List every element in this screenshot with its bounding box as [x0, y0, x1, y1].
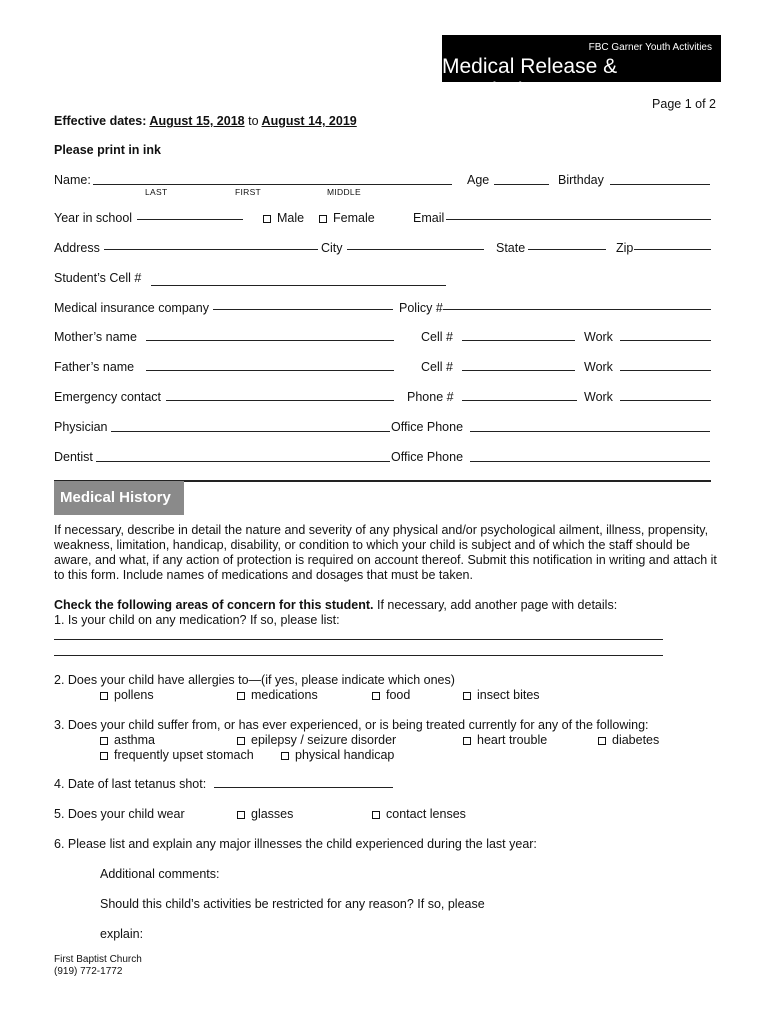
diabetes-label: diabetes — [612, 733, 660, 747]
age-field[interactable] — [494, 184, 549, 185]
mother-work-label: Work — [584, 330, 613, 344]
form-title: Medical Release & Permission — [442, 55, 618, 102]
effective-end: August 14, 2019 — [261, 114, 357, 128]
dentist-label: Dentist — [54, 450, 93, 464]
physical-handicap-option[interactable] — [281, 748, 394, 762]
mother-label: Mother’s name — [54, 330, 137, 344]
effective-start: August 15, 2018 — [149, 114, 245, 128]
father-cell-field[interactable] — [462, 370, 575, 371]
emergency-phone-label: Phone # — [407, 390, 454, 404]
email-label: Email — [413, 211, 445, 225]
emergency-work-field[interactable] — [620, 400, 711, 401]
epilepsy-label: epilepsy / seizure disorder — [251, 733, 397, 747]
mother-work-field[interactable] — [620, 340, 711, 341]
mother-cell-field[interactable] — [462, 340, 575, 341]
student-cell-label: Student’s Cell # — [54, 271, 142, 285]
last-sublabel: LAST — [145, 187, 168, 197]
father-work-field[interactable] — [620, 370, 711, 371]
male-checkbox[interactable] — [263, 215, 271, 223]
father-cell-label: Cell # — [421, 360, 453, 374]
contact-lenses-option[interactable] — [372, 807, 466, 821]
state-field[interactable] — [528, 249, 606, 250]
physician-office-label: Office Phone — [391, 420, 464, 434]
emergency-work-label: Work — [584, 390, 613, 404]
name-label: Name: — [54, 173, 91, 187]
year-in-school-field[interactable] — [137, 219, 243, 220]
first-sublabel: FIRST — [235, 187, 262, 197]
epilepsy-checkbox[interactable] — [237, 737, 245, 745]
male-option[interactable] — [263, 211, 304, 225]
physician-label: Physician — [54, 420, 108, 434]
mother-cell-label: Cell # — [421, 330, 453, 344]
check-areas-rest: If necessary, add another page with details: — [373, 598, 618, 612]
additional-comments-label: Additional comments: — [100, 867, 220, 881]
effective-label: Effective dates: — [54, 114, 147, 128]
policy-label: Policy # — [399, 301, 443, 315]
question-1: 1. Is your child on any medication? If so, please list: — [54, 613, 340, 627]
contact-lenses-checkbox[interactable] — [372, 811, 380, 819]
upset-stomach-label: frequently upset stomach — [114, 748, 254, 762]
father-field[interactable] — [146, 370, 394, 371]
zip-field[interactable] — [634, 249, 711, 250]
father-label: Father’s name — [54, 360, 135, 374]
question-3: 3. Does your child suffer from, or has ever experienced, or is being treated currently for any of the following: — [54, 718, 649, 732]
question-4: 4. Date of last tetanus shot: — [54, 777, 207, 791]
effective-dates — [54, 114, 357, 128]
allergy-food-label: food — [386, 688, 411, 702]
page-number: Page 1 of 2 — [652, 97, 716, 111]
dentist-field[interactable] — [96, 461, 390, 462]
allergy-food-checkbox[interactable] — [372, 692, 380, 700]
heart-trouble-checkbox[interactable] — [463, 737, 471, 745]
birthday-field[interactable] — [610, 184, 710, 185]
asthma-option[interactable] — [100, 733, 155, 747]
student-cell-field[interactable] — [151, 285, 446, 286]
allergy-insect-option[interactable] — [463, 688, 540, 702]
allergy-insect-label: insect bites — [477, 688, 540, 702]
heart-trouble-option[interactable] — [463, 733, 547, 747]
middle-sublabel: MIDDLE — [327, 187, 361, 197]
emergency-phone-field[interactable] — [462, 400, 577, 401]
female-checkbox[interactable] — [319, 215, 327, 223]
question-2: 2. Does your child have allergies to—(if yes, please indicate which ones) — [54, 673, 455, 687]
glasses-option[interactable] — [237, 807, 293, 821]
check-areas-bold: Check the following areas of concern for this student. — [54, 598, 374, 612]
contact-lenses-label: contact lenses — [386, 807, 466, 821]
diabetes-checkbox[interactable] — [598, 737, 606, 745]
header-banner — [442, 35, 721, 102]
tetanus-date-field[interactable] — [214, 787, 393, 788]
state-label: State — [496, 241, 526, 255]
allergy-food-option[interactable] — [372, 688, 410, 702]
dentist-office-label: Office Phone — [391, 450, 464, 464]
physician-office-field[interactable] — [470, 431, 710, 432]
name-field[interactable] — [93, 184, 452, 185]
restriction-question: Should this child’s activities be restricted for any reason? If so, please — [100, 897, 485, 911]
heart-trouble-label: heart trouble — [477, 733, 548, 747]
physical-handicap-label: physical handicap — [295, 748, 395, 762]
diabetes-option[interactable] — [598, 733, 659, 747]
upset-stomach-checkbox[interactable] — [100, 752, 108, 760]
question-6: 6. Please list and explain any major illnesses the child experienced during the last year: — [54, 837, 537, 851]
allergy-medications-checkbox[interactable] — [237, 692, 245, 700]
dentist-office-field[interactable] — [470, 461, 710, 462]
year-in-school-label: Year in school — [54, 211, 133, 225]
email-field[interactable] — [446, 219, 711, 220]
address-field[interactable] — [104, 249, 318, 250]
org-name: FBC Garner Youth Activities — [588, 42, 712, 53]
effective-to: to — [248, 114, 259, 128]
asthma-checkbox[interactable] — [100, 737, 108, 745]
print-in-ink: Please print in ink — [54, 143, 161, 157]
city-label: City — [321, 241, 343, 255]
physician-field[interactable] — [111, 431, 390, 432]
allergy-pollens-label: pollens — [114, 688, 154, 702]
allergy-insect-checkbox[interactable] — [463, 692, 471, 700]
glasses-label: glasses — [251, 807, 294, 821]
emergency-field[interactable] — [166, 400, 394, 401]
physical-handicap-checkbox[interactable] — [281, 752, 289, 760]
emergency-label: Emergency contact — [54, 390, 161, 404]
zip-label: Zip — [616, 241, 634, 255]
policy-field[interactable] — [443, 309, 711, 310]
explain-label: explain: — [100, 927, 144, 941]
upset-stomach-option[interactable] — [100, 748, 254, 762]
allergy-medications-label: medications — [251, 688, 318, 702]
female-label: Female — [333, 211, 375, 225]
age-label: Age — [467, 173, 490, 187]
medical-history-heading: Medical History — [54, 481, 184, 515]
medication-line-2[interactable] — [54, 655, 663, 656]
city-field[interactable] — [347, 249, 484, 250]
check-areas-instruction — [54, 598, 617, 612]
epilepsy-option[interactable] — [237, 733, 396, 747]
allergy-medications-option[interactable] — [237, 688, 318, 702]
male-label: Male — [277, 211, 305, 225]
father-work-label: Work — [584, 360, 613, 374]
address-label: Address — [54, 241, 100, 255]
mother-field[interactable] — [146, 340, 394, 341]
medication-line-1[interactable] — [54, 639, 663, 640]
medical-history-intro: If necessary, describe in detail the nature and severity of any physical and/or psychological ailment, illness, propensity, weakness, limitation, handicap, disability, or condition to which your child is subject and of which the staff should be aware, and what, if any action of protection is required on account thereof. Submit this notification in writing and attach it to this form. Include names of medications and dosages that must be taken. — [54, 523, 717, 582]
footer-phone: (919) 772-1772 — [54, 966, 123, 977]
birthday-label: Birthday — [558, 173, 604, 187]
footer-church: First Baptist Church — [54, 954, 142, 965]
insurance-field[interactable] — [213, 309, 393, 310]
allergy-pollens-checkbox[interactable] — [100, 692, 108, 700]
glasses-checkbox[interactable] — [237, 811, 245, 819]
allergy-pollens-option[interactable] — [100, 688, 154, 702]
insurance-label: Medical insurance company — [54, 301, 209, 315]
asthma-label: asthma — [114, 733, 155, 747]
female-option[interactable] — [319, 211, 375, 225]
question-5: 5. Does your child wear — [54, 807, 185, 821]
